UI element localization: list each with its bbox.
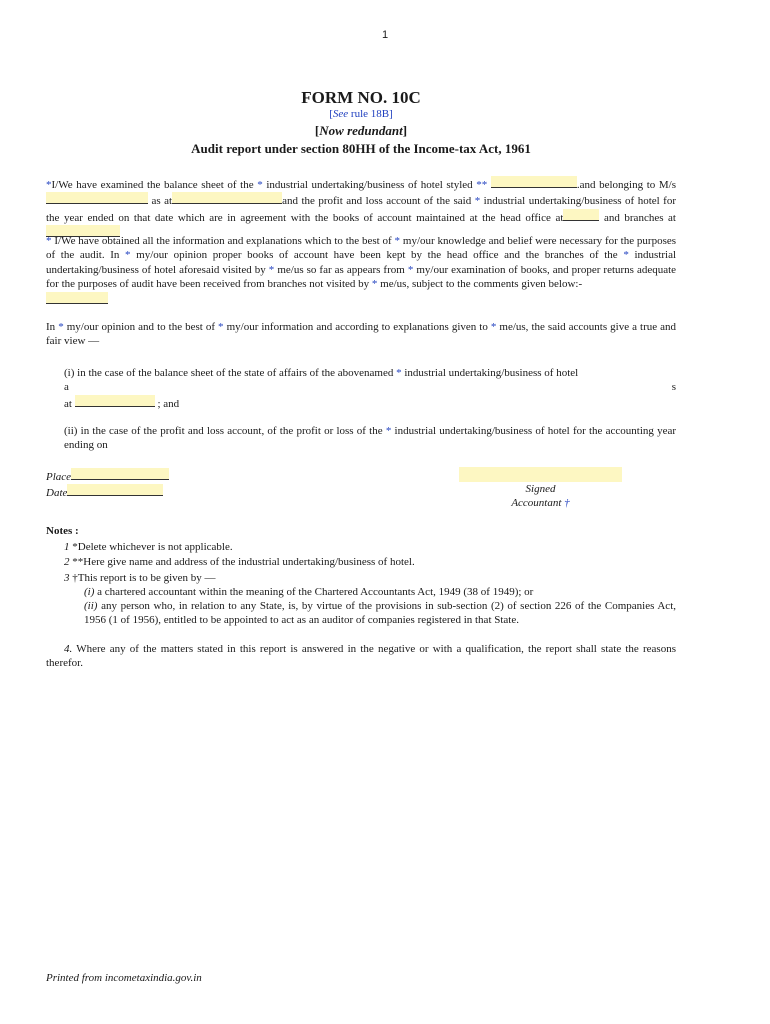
star-mark: *: [371, 278, 378, 291]
star-mark: *: [407, 263, 414, 276]
see-rule: [See rule 18B]: [329, 108, 393, 120]
star-mark: *: [257, 179, 263, 191]
place-line: Place: [46, 468, 169, 483]
notes-title: Notes :: [46, 525, 79, 537]
head-office-field[interactable]: [563, 209, 599, 221]
redundant-note: [Now redundant]: [314, 123, 408, 138]
signature-field[interactable]: [459, 467, 622, 482]
examination-paragraph: *I/We have examined the balance sheet of the * industrial undertaking/business of hotel styled ** .and belonging to M/s as at and the profit and loss account of the said * industrial undertaking/business of hotel for the year ended on that date which are in agreement with the books of account maintained at the head office at and branches at: [46, 176, 676, 242]
star-mark: *: [385, 425, 392, 437]
note-3-sub-i: (i) a chartered accountant within the meaning of the Chartered Accountants Act, 1949 (38 of 1949); or: [84, 586, 534, 598]
place-field[interactable]: [71, 468, 169, 480]
note-3-sub-ii: (ii) any person who, in relation to any State, is, by virtue of the provisions in sub-section (2) of section 226 of the Companies Act, 1956 (1 of 1956), entitled to be appointed to act as an auditor of companies registered in that State.: [84, 600, 677, 627]
star-mark: *: [474, 195, 481, 208]
opinion-paragraph: In * my/our opinion and to the best of * my/our information and according to explanations given to * me/us, the said accounts give a true and fair view —: [46, 321, 677, 348]
information-paragraph: * I/We have obtained all the information and explanations which to the best of * my/our knowledge and belief were necessary for the purposes of the audit. In * my/our opinion proper books of account have been kept by the head office and the branches of the * industrial undertaking/business of hotel aforesaid visited by * me/us so far as appears from * my/our examination of books, and proper returns adequate for the purposes of audit have been received from branches not visited by * me/us, subject to the comments given below:-: [46, 234, 676, 308]
signed-label: Signed: [525, 483, 556, 495]
report-heading: Audit report under section 80HH of the Income-tax Act, 1961: [191, 141, 531, 156]
star-mark: *: [396, 367, 402, 379]
note-4: 4. Where any of the matters stated in this report is answered in the negative or with a qualification, the report shall state the reasons therefor.: [46, 643, 676, 670]
star-mark: *: [46, 235, 52, 247]
star-mark: *: [46, 179, 52, 191]
date-line: Date: [46, 484, 163, 499]
star-mark: *: [58, 321, 64, 333]
accountant-label: Accountant †: [511, 497, 570, 509]
item-balance-sheet: (i) in the case of the balance sheet of the state of affairs of the abovenamed * industrial undertaking/business of hotel a s at ; and: [64, 367, 676, 410]
dagger-mark: †: [564, 497, 570, 509]
star-mark: *: [125, 249, 131, 262]
comments-field[interactable]: [46, 292, 108, 304]
item-profit-loss: (ii) in the case of the profit and loss account, of the profit or loss of the * industrial undertaking/business of hotel for the accounting year ending on: [64, 425, 677, 452]
double-star-mark: **: [476, 179, 488, 191]
see-word: See: [332, 108, 349, 120]
redundant-text: Now redundant: [319, 123, 403, 138]
star-mark: *: [394, 235, 401, 247]
owner-name-field[interactable]: [46, 192, 148, 204]
rule-ref: rule 18B: [350, 108, 390, 120]
note-2: 2 **Here give name and address of the industrial undertaking/business of hotel.: [64, 556, 415, 568]
star-mark: *: [218, 321, 224, 333]
note-1: 1 *Delete whichever is not applicable.: [64, 541, 233, 553]
note-3: 3 †This report is to be given by —: [64, 572, 216, 584]
form-title: FORM NO. 10C: [301, 88, 421, 107]
balance-sheet-at-field[interactable]: [75, 395, 155, 407]
star-mark: *: [623, 249, 629, 262]
star-mark: *: [490, 321, 497, 333]
star-mark: *: [268, 263, 275, 276]
date-field[interactable]: [67, 484, 163, 496]
page-number: 1: [381, 29, 389, 41]
footer-source: Printed from incometaxindia.gov.in: [46, 972, 202, 984]
balance-sheet-date-field[interactable]: [172, 192, 282, 204]
undertaking-name-field[interactable]: [491, 176, 577, 188]
